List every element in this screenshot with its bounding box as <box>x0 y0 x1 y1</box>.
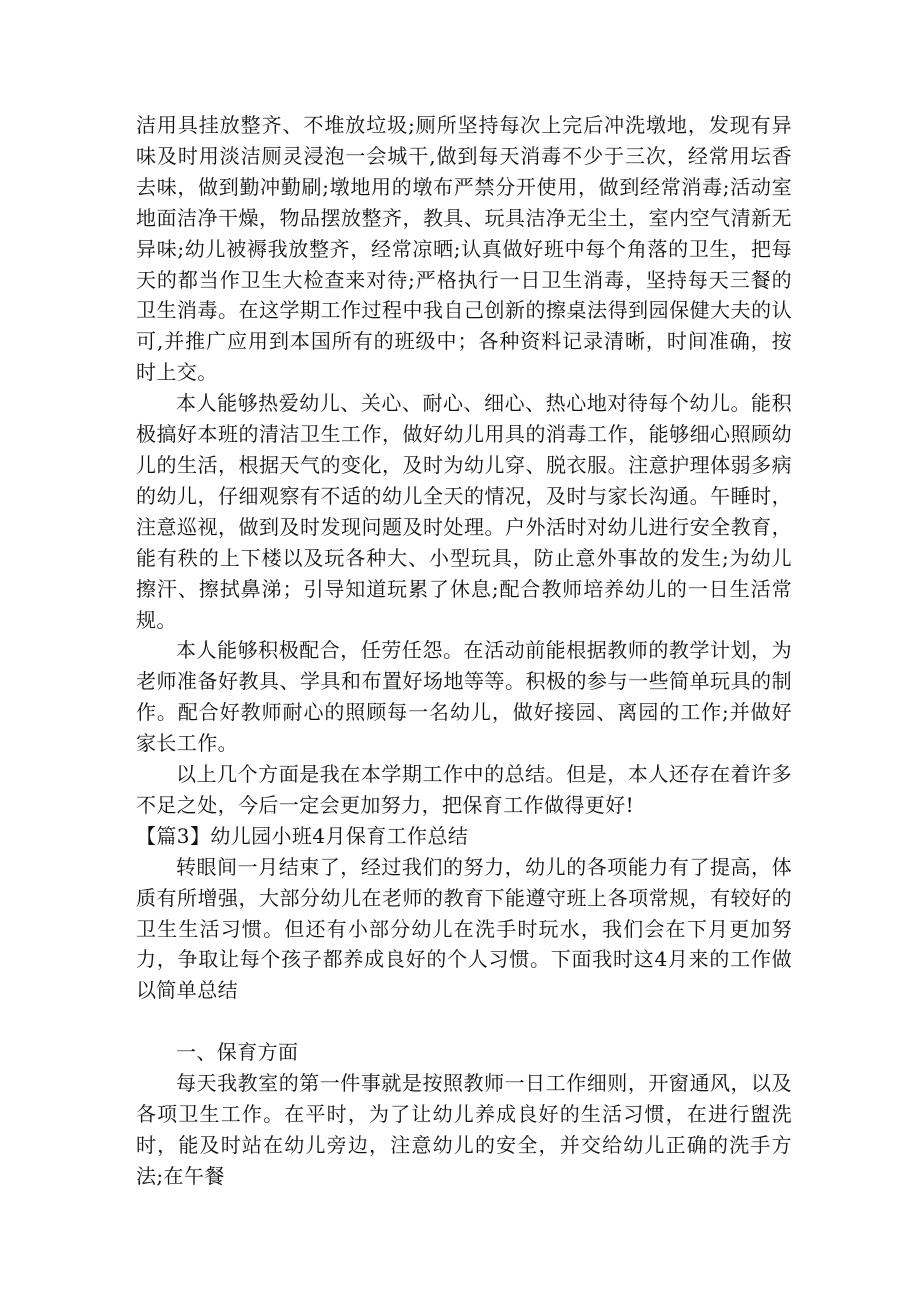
paragraph-child-care: 本人能够热爱幼儿、关心、耐心、细心、热心地对待每个幼儿。能积极搞好本班的清洁卫生工作，做好幼儿用具的消毒工作，能够细心照顾幼儿的生活，根据天气的变化，及时为幼儿穿、脱衣服。注意护理体弱多病的幼儿，仔细观察有不适的幼儿全天的情况，及时与家长沟通。午睡时，注意巡视，做到及时发现问题及时处理。户外活时对幼儿进行安全教育，能有秩的上下楼以及玩各种大、小型玩具，防止意外事故的发生;为幼儿擦汗、擦拭鼻涕；引导知道玩累了休息;配合教师培养幼儿的一日生活常规。 <box>136 391 792 632</box>
paragraph-daily-routine: 每天我教室的第一件事就是按照教师一日工作细则，开窗通风，以及各项卫生工作。在平时，为了让幼儿养成良好的生活习惯，在进行盥洗时，能及时站在幼儿旁边，注意幼儿的安全，并交给幼儿正确的洗手方法;在午餐 <box>136 1071 792 1188</box>
paragraph-conclusion: 以上几个方面是我在本学期工作中的总结。但是，本人还存在着许多不足之处，今后一定会更加努力，把保育工作做得更好! <box>136 762 792 817</box>
paragraph-hygiene: 洁用具挂放整齐、不堆放垃圾;厕所坚持每次上完后冲洗墩地，发现有异味及时用淡洁厕灵浸泡一会城干,做到每天消毒不少于三次，经常用坛香去味，做到勤冲勤刷;墩地用的墩布严禁分开使用，做到经常消毒;活动室地面洁净干燥，物品摆放整齐，教具、玩具洁净无尘土，室内空气清新无异味;幼儿被褥我放整齐，经常凉晒;认真做好班中每个角落的卫生，把每天的都当作卫生大检查来对待;严格执行一日卫生消毒，坚持每天三餐的卫生消毒。在这学期工作过程中我自己创新的擦桌法得到园保健大夫的认可,并推广应用到本国所有的班级中；各种资料记录清晰，时间准确，按时上交。 <box>136 113 792 385</box>
document-body <box>136 110 792 1192</box>
paragraph-cooperation: 本人能够积极配合，任劳任怨。在活动前能根据教师的教学计划，为老师准备好教具、学具和布置好场地等等。积极的参与一些简单玩具的制作。配合好教师耐心的照顾每一名幼儿，做好接园、离园的工作;并做好家长工作。 <box>136 638 792 756</box>
paragraph-intro: 转眼间一月结束了，经过我们的努力，幼儿的各项能力有了提高，体质有所增强，大部分幼儿在老师的教育下能遵守班上各项常规，有较好的卫生生活习惯。但还有小部分幼儿在洗手时玩水，我们会在下月更加努力，争取让每个孩子都养成良好的个人习惯。下面我时这4月来的工作做以简单总结 <box>136 854 792 1003</box>
section-heading: 一、保育方面 <box>176 1040 299 1065</box>
article-heading: 【篇3】幼儿园小班4月保育工作总结 <box>136 823 469 848</box>
paragraph-gap <box>136 1006 792 1037</box>
